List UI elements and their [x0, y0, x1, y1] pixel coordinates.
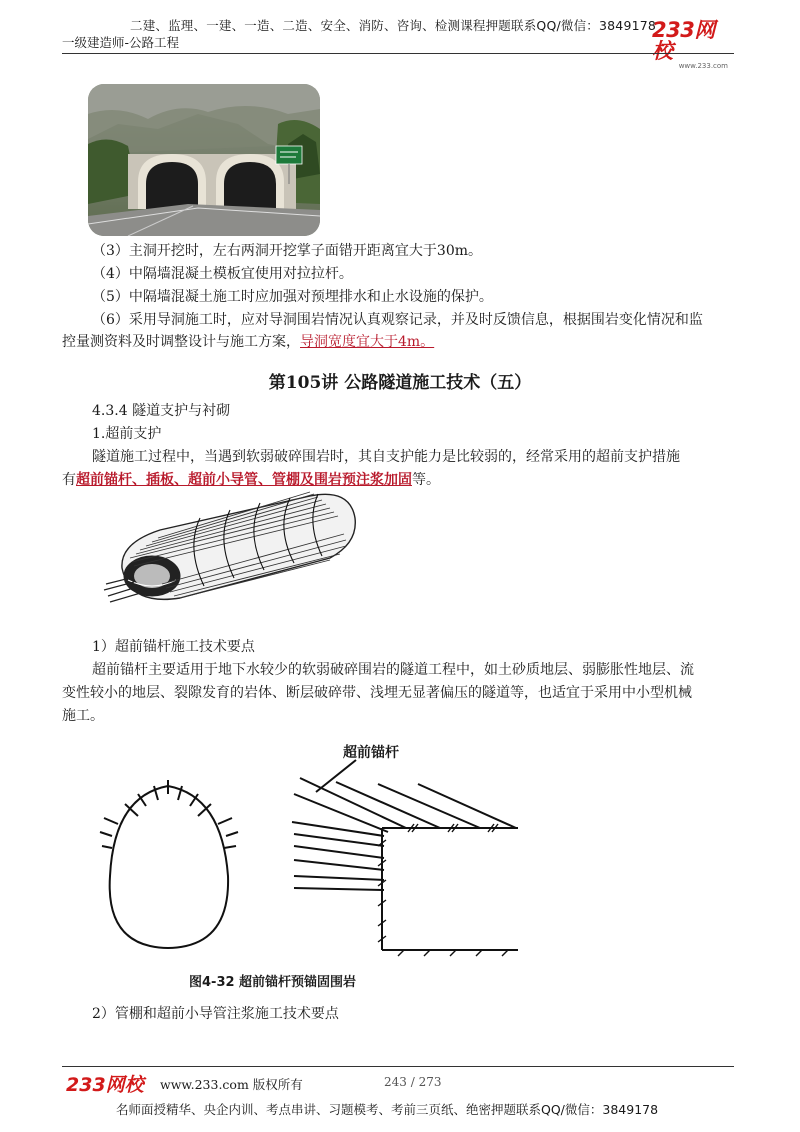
paragraph-item-6-text: 控量测资料及时调整设计与施工方案，: [62, 334, 300, 350]
lecture-heading: 第105讲 公路隧道施工技术（五）: [268, 373, 532, 393]
point2-title: 2）管棚和超前小导管注浆施工技术要点: [92, 1006, 339, 1022]
footer-logo: 233网校: [66, 1074, 144, 1096]
header-logo: [652, 18, 734, 70]
header-divider: [62, 53, 734, 54]
paragraph-item-3: （3）主洞开挖时，左右两洞开挖掌子面错开距离宜大于30m。: [92, 243, 482, 259]
footer-copyright: www.233.com 版权所有: [160, 1077, 303, 1092]
subsection-heading: 4.3.4 隧道支护与衬砌: [92, 403, 231, 419]
header-logo-url: www.233.com: [678, 62, 728, 70]
header-course-title: 一级建造师-公路工程: [62, 35, 180, 50]
intro-paragraph-line1: 隧道施工过程中，当遇到软弱破碎围岩时，其自支护能力是比较弱的，经常采用的超前支护措施: [92, 449, 680, 465]
forepoling-bolt-diagram: [88, 736, 528, 994]
page-number: 243 / 273: [384, 1075, 442, 1089]
paragraph-item-6-line2: [62, 331, 434, 353]
paragraph-item-4: （4）中隔墙混凝土模板宜使用对拉拉杆。: [92, 266, 353, 282]
intro-highlight-measures: 超前锚杆、插板、超前小导管、管棚及围岩预注浆加固: [76, 472, 412, 488]
paragraph-item-5: （5）中隔墙混凝土施工时应加强对预埋排水和止水设施的保护。: [92, 289, 493, 305]
paragraph-item-6-highlight: 导洞宽度宜大于4m。: [300, 334, 435, 350]
figure-anchor-label: 超前锚杆: [343, 745, 399, 761]
point1-line3: 施工。: [62, 708, 104, 724]
header-logo-text: 233网校: [652, 18, 715, 63]
tunnel-portal-photo: [88, 84, 320, 236]
intro-text-prefix: 有: [62, 472, 76, 488]
figure-caption: 图4-32 超前锚杆预锚固围岩: [189, 975, 357, 990]
point1-title: 1）超前锚杆施工技术要点: [92, 639, 255, 655]
pipe-roof-illustration: [100, 488, 360, 613]
footer-divider: [62, 1066, 734, 1067]
paragraph-item-6-line1: （6）采用导洞施工时，应对导洞围岩情况认真观察记录，并及时反馈信息，根据围岩变化情况和监: [92, 312, 703, 328]
point1-line2: 变性较小的地层、裂隙发育的岩体、断层破碎带、浅埋无显著偏压的隧道等，也适宜于采用中小型机械: [62, 685, 692, 701]
point1-line1: 超前锚杆主要适用于地下水较少的软弱破碎围岩的隧道工程中，如土砂质地层、弱膨胀性地层、流: [92, 662, 694, 678]
subsection-item-heading: 1.超前支护: [92, 426, 162, 442]
footer-contact-line: 名师面授精华、央企内训、考点串讲、习题模考、考前三页纸、绝密押题联系QQ/微信：3849178: [116, 1102, 659, 1117]
header-contact-line: 二建、监理、一建、一造、二造、安全、消防、咨询、检测课程押题联系QQ/微信：3849178: [130, 18, 657, 33]
intro-text-suffix: 等。: [412, 472, 440, 488]
